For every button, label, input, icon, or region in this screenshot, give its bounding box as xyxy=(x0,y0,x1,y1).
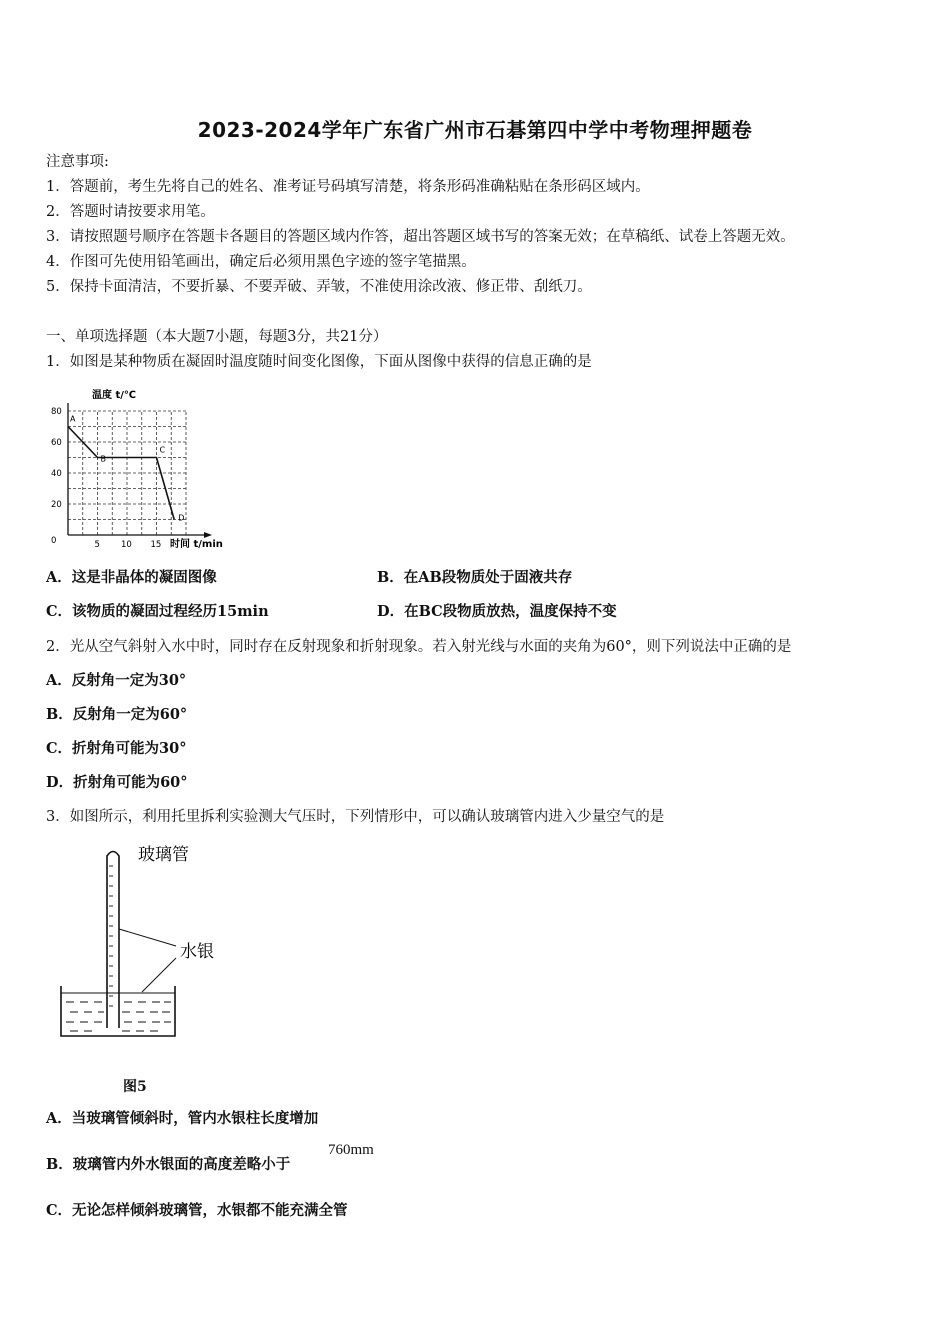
chart-point-label: D xyxy=(178,513,185,523)
chart-axes xyxy=(68,403,212,538)
q1-stem: 1．如图是某种物质在凝固时温度随时间变化图像，下面从图像中获得的信息正确的是 xyxy=(46,354,592,370)
notice-item: 1．答题前，考生先将自己的姓名、准考证号码填写清楚，将条形码准确粘贴在条形码区域内。 xyxy=(46,179,650,195)
notice-item: 2．答题时请按要求用笔。 xyxy=(46,204,215,220)
chart-y-tick-label: 20 xyxy=(51,500,62,510)
page-title: 2023-2024学年广东省广州市石碁第四中学中考物理押题卷 xyxy=(197,118,753,142)
chart-point-label: A xyxy=(70,414,76,424)
q2-option-b: B．反射角一定为60° xyxy=(46,706,188,723)
chart-x-tick-label: 5 xyxy=(94,540,100,550)
notice-item: 5．保持卡面清洁，不要折暴、不要弄破、弄皱，不准使用涂改液、修正带、刮纸刀。 xyxy=(46,279,592,295)
q3-tube-label: 玻璃管 xyxy=(138,845,189,865)
q1-option-a: A．这是非晶体的凝固图像 xyxy=(46,569,217,586)
q3-stem: 3．如图所示，利用托里拆利实验测大气压时，下列情形中，可以确认玻璃管内进入少量空气的是 xyxy=(46,809,665,825)
chart-point-label: C xyxy=(159,445,166,455)
q2-option-c: C．折射角可能为30° xyxy=(46,740,187,757)
q3-option-a: A．当玻璃管倾斜时，管内水银柱长度增加 xyxy=(46,1110,319,1127)
q2-stem: 2．光从空气斜射入水中时，同时存在反射现象和折射现象。若入射光线与水面的夹角为60°，则下列说法中正确的是 xyxy=(46,639,792,655)
q3-option-c: C．无论怎样倾斜玻璃管，水银都不能充满全管 xyxy=(46,1202,348,1219)
q1-chart xyxy=(44,384,244,554)
section-heading: 一、单项选择题（本大题7小题，每题3分，共21分） xyxy=(46,329,388,345)
q3-option-b-value: 760mm xyxy=(328,1142,374,1158)
q1-option-c: C．该物质的凝固过程经历15min xyxy=(46,603,269,620)
chart-x-label: 时间 t/min xyxy=(170,539,223,550)
chart-y-label: 温度 t/℃ xyxy=(92,390,137,401)
q2-option-d: D．折射角可能为60° xyxy=(46,774,188,791)
chart-y-tick-label: 40 xyxy=(51,469,62,479)
notice-item: 4．作图可先使用铅笔画出，确定后必须用黑色字迹的签字笔描黑。 xyxy=(46,254,476,270)
chart-x-tick-label: 10 xyxy=(121,540,132,550)
q2-option-a: A．反射角一定为30° xyxy=(46,672,187,689)
chart-x-tick-label: 15 xyxy=(150,540,162,550)
chart-y-tick-label: 60 xyxy=(51,438,62,448)
chart-y-tick-label: 80 xyxy=(51,407,62,417)
chart-y-tick-label: 0 xyxy=(51,536,57,546)
notice-heading: 注意事项: xyxy=(46,154,109,170)
q1-option-d: D．在BC段物质放热，温度保持不变 xyxy=(377,603,617,620)
chart-grid xyxy=(68,411,186,535)
q3-torricelli-figure xyxy=(58,842,238,1042)
q3-figure-caption: 图5 xyxy=(123,1079,147,1095)
chart-x-axis-arrow xyxy=(204,532,212,538)
chart-point-label: B xyxy=(100,454,106,464)
q1-option-b: B．在AB段物质处于固液共存 xyxy=(377,569,573,586)
notice-item: 3．请按照题号顺序在答题卡各题目的答题区域内作答，超出答题区域书写的答案无效；在草稿纸、试卷上答题无效。 xyxy=(46,229,795,245)
q3-option-b: B．玻璃管内外水银面的高度差略小于 xyxy=(46,1156,291,1173)
q3-mercury-label: 水银 xyxy=(180,942,214,962)
